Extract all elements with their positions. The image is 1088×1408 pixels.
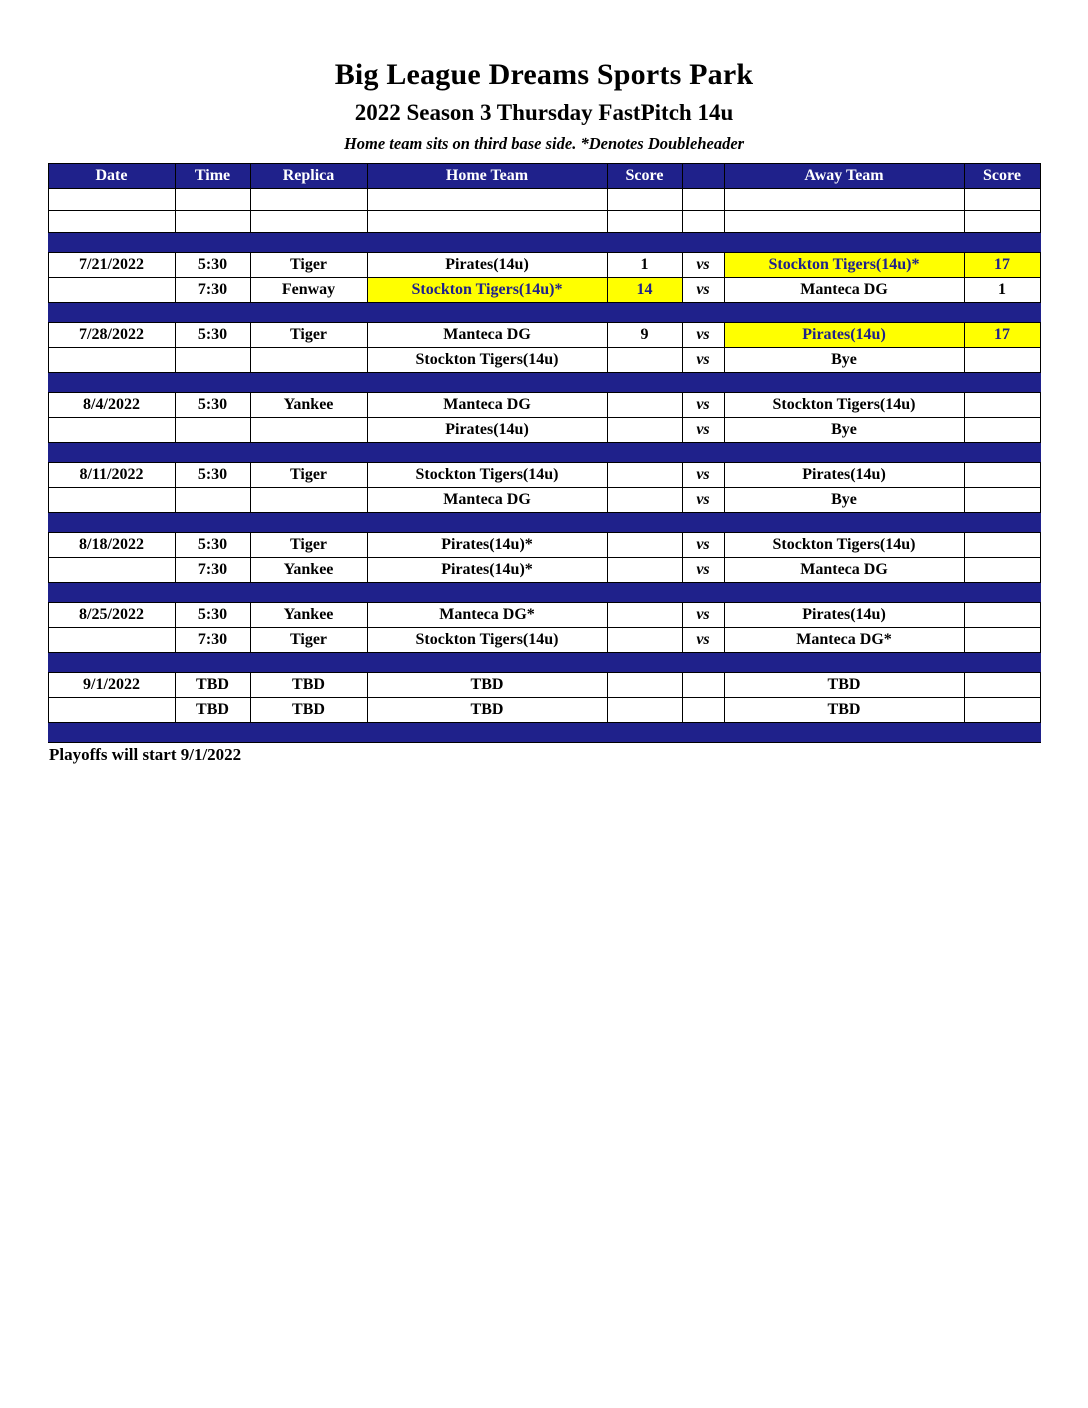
cell-replica: TBD [250, 673, 367, 698]
cell-away-team: Pirates(14u) [724, 603, 964, 628]
cell-away-score: 17 [964, 253, 1040, 278]
cell-time: 7:30 [175, 278, 250, 303]
table-row [48, 418, 1040, 443]
cell-replica [250, 348, 367, 373]
cell-away-score [964, 418, 1040, 443]
cell-replica: Yankee [250, 603, 367, 628]
separator-cell [48, 443, 1040, 463]
table-row [48, 463, 1040, 488]
cell-away-score [964, 463, 1040, 488]
cell-home-score [607, 628, 682, 653]
table-separator-row [48, 443, 1040, 463]
cell-away-team: Pirates(14u) [724, 323, 964, 348]
blank-cell [607, 189, 682, 211]
cell-replica: Tiger [250, 253, 367, 278]
table-separator-row [48, 303, 1040, 323]
cell-away-team: TBD [724, 698, 964, 723]
table-blank-row [48, 189, 1040, 211]
column-header-time: Time [175, 164, 250, 189]
cell-home-team: Stockton Tigers(14u) [367, 348, 607, 373]
table-row [48, 533, 1040, 558]
cell-home-score [607, 418, 682, 443]
cell-home-score [607, 488, 682, 513]
cell-replica: Tiger [250, 323, 367, 348]
cell-away-score [964, 558, 1040, 583]
cell-date [48, 558, 175, 583]
cell-home-team: TBD [367, 673, 607, 698]
cell-home-team: Stockton Tigers(14u) [367, 463, 607, 488]
cell-home-score: 1 [607, 253, 682, 278]
cell-home-score [607, 558, 682, 583]
cell-replica: Yankee [250, 393, 367, 418]
cell-date: 8/18/2022 [48, 533, 175, 558]
separator-cell [48, 233, 1040, 253]
schedule-table [48, 163, 1041, 743]
cell-time: 5:30 [175, 533, 250, 558]
cell-away-score [964, 603, 1040, 628]
table-row [48, 698, 1040, 723]
blank-cell [724, 211, 964, 233]
blank-cell [175, 189, 250, 211]
blank-cell [250, 211, 367, 233]
cell-away-team: Stockton Tigers(14u) [724, 393, 964, 418]
page-title: Big League Dreams Sports Park [334, 58, 754, 91]
cell-away-score [964, 393, 1040, 418]
cell-vs: vs [682, 348, 724, 373]
cell-date: 8/4/2022 [48, 393, 175, 418]
cell-time [175, 488, 250, 513]
table-separator-row [48, 723, 1040, 743]
cell-home-score [607, 463, 682, 488]
blank-cell [367, 189, 607, 211]
cell-time: 5:30 [175, 323, 250, 348]
page-note: Home team sits on third base side. *Denotes Doubleheader [343, 134, 745, 153]
table-row [48, 348, 1040, 373]
cell-away-score [964, 698, 1040, 723]
column-header-replica: Replica [250, 164, 367, 189]
blank-cell [175, 211, 250, 233]
separator-cell [48, 653, 1040, 673]
cell-vs: vs [682, 603, 724, 628]
cell-vs: vs [682, 558, 724, 583]
cell-date: 9/1/2022 [48, 673, 175, 698]
cell-date [48, 278, 175, 303]
cell-replica: TBD [250, 698, 367, 723]
cell-replica: Yankee [250, 558, 367, 583]
page-subtitle: 2022 Season 3 Thursday FastPitch 14u [354, 100, 734, 125]
column-header-away-team: Away Team [724, 164, 964, 189]
cell-away-team: Stockton Tigers(14u)* [724, 253, 964, 278]
cell-away-team: TBD [724, 673, 964, 698]
cell-time: 7:30 [175, 558, 250, 583]
cell-home-score [607, 603, 682, 628]
cell-date: 8/11/2022 [48, 463, 175, 488]
cell-replica: Tiger [250, 533, 367, 558]
column-header-home-score: Score [607, 164, 682, 189]
blank-cell [724, 189, 964, 211]
table-row [48, 603, 1040, 628]
cell-away-team: Bye [724, 348, 964, 373]
cell-home-score [607, 348, 682, 373]
cell-vs [682, 673, 724, 698]
table-separator-row [48, 233, 1040, 253]
cell-home-team: TBD [367, 698, 607, 723]
table-separator-row [48, 513, 1040, 533]
cell-vs [682, 698, 724, 723]
cell-date: 7/28/2022 [48, 323, 175, 348]
table-body [48, 189, 1040, 743]
cell-time: 5:30 [175, 463, 250, 488]
table-header [48, 164, 1040, 189]
cell-home-score [607, 698, 682, 723]
blank-cell [964, 189, 1040, 211]
cell-home-team: Pirates(14u)* [367, 558, 607, 583]
cell-vs: vs [682, 278, 724, 303]
cell-away-team: Bye [724, 488, 964, 513]
cell-home-score: 14 [607, 278, 682, 303]
separator-cell [48, 723, 1040, 743]
cell-away-score [964, 488, 1040, 513]
table-row [48, 673, 1040, 698]
cell-time: 5:30 [175, 253, 250, 278]
separator-cell [48, 373, 1040, 393]
cell-home-team: Pirates(14u) [367, 418, 607, 443]
table-header-row [48, 164, 1040, 189]
column-header-home-team: Home Team [367, 164, 607, 189]
cell-away-score [964, 628, 1040, 653]
cell-vs: vs [682, 393, 724, 418]
column-header-away-score: Score [964, 164, 1040, 189]
blank-cell [682, 211, 724, 233]
cell-home-team: Stockton Tigers(14u)* [367, 278, 607, 303]
cell-replica: Tiger [250, 463, 367, 488]
cell-time [175, 348, 250, 373]
table-separator-row [48, 583, 1040, 603]
table-row [48, 488, 1040, 513]
cell-time [175, 418, 250, 443]
cell-date: 8/25/2022 [48, 603, 175, 628]
blank-cell [250, 189, 367, 211]
cell-time: TBD [175, 673, 250, 698]
blank-cell [607, 211, 682, 233]
column-header-date: Date [48, 164, 175, 189]
cell-replica: Fenway [250, 278, 367, 303]
cell-home-team: Manteca DG [367, 393, 607, 418]
table-row [48, 323, 1040, 348]
cell-away-score: 1 [964, 278, 1040, 303]
column-header-vs [682, 164, 724, 189]
blank-cell [48, 211, 175, 233]
table-row [48, 253, 1040, 278]
table-separator-row [48, 653, 1040, 673]
cell-vs: vs [682, 253, 724, 278]
cell-home-team: Manteca DG [367, 323, 607, 348]
table-row [48, 558, 1040, 583]
cell-time: 5:30 [175, 393, 250, 418]
table-row [48, 628, 1040, 653]
playoffs-footnote: Playoffs will start 9/1/2022 [49, 745, 242, 764]
separator-cell [48, 513, 1040, 533]
cell-home-team: Pirates(14u) [367, 253, 607, 278]
cell-date [48, 488, 175, 513]
cell-date [48, 698, 175, 723]
cell-away-team: Manteca DG [724, 278, 964, 303]
cell-away-team: Pirates(14u) [724, 463, 964, 488]
cell-home-score [607, 393, 682, 418]
blank-cell [367, 211, 607, 233]
cell-date [48, 348, 175, 373]
cell-vs: vs [682, 533, 724, 558]
cell-away-score [964, 533, 1040, 558]
cell-vs: vs [682, 628, 724, 653]
cell-time: TBD [175, 698, 250, 723]
blank-cell [682, 189, 724, 211]
table-blank-row [48, 211, 1040, 233]
cell-away-team: Manteca DG [724, 558, 964, 583]
separator-cell [48, 583, 1040, 603]
cell-home-score [607, 533, 682, 558]
cell-date: 7/21/2022 [48, 253, 175, 278]
cell-replica [250, 418, 367, 443]
cell-home-team: Pirates(14u)* [367, 533, 607, 558]
cell-home-score: 9 [607, 323, 682, 348]
cell-replica: Tiger [250, 628, 367, 653]
table-separator-row [48, 373, 1040, 393]
cell-away-score [964, 348, 1040, 373]
cell-away-team: Stockton Tigers(14u) [724, 533, 964, 558]
cell-home-team: Manteca DG [367, 488, 607, 513]
cell-home-score [607, 673, 682, 698]
cell-time: 5:30 [175, 603, 250, 628]
cell-away-team: Manteca DG* [724, 628, 964, 653]
blank-cell [48, 189, 175, 211]
cell-vs: vs [682, 488, 724, 513]
cell-away-score [964, 673, 1040, 698]
cell-vs: vs [682, 418, 724, 443]
cell-date [48, 628, 175, 653]
cell-home-team: Manteca DG* [367, 603, 607, 628]
cell-replica [250, 488, 367, 513]
table-row [48, 393, 1040, 418]
cell-time: 7:30 [175, 628, 250, 653]
blank-cell [964, 211, 1040, 233]
cell-vs: vs [682, 323, 724, 348]
cell-away-score: 17 [964, 323, 1040, 348]
separator-cell [48, 303, 1040, 323]
cell-date [48, 418, 175, 443]
cell-away-team: Bye [724, 418, 964, 443]
cell-home-team: Stockton Tigers(14u) [367, 628, 607, 653]
cell-vs: vs [682, 463, 724, 488]
table-row [48, 278, 1040, 303]
